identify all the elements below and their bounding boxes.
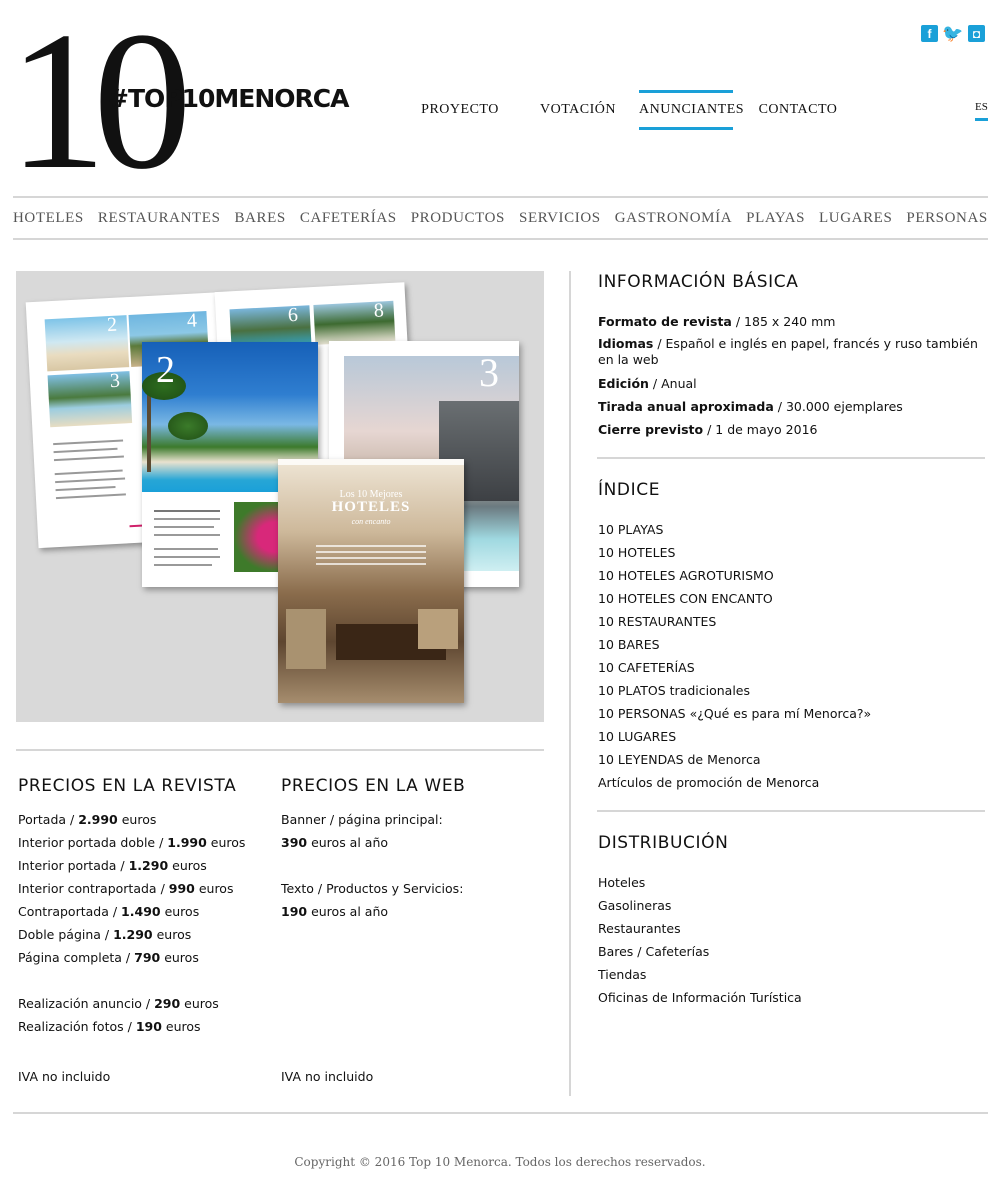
nav-votacion[interactable]: VOTACIÓN: [540, 102, 616, 117]
footer-divider: [13, 1112, 988, 1114]
divider-right-2: [597, 810, 985, 812]
index-item: 10 PLAYAS: [598, 522, 664, 537]
basic-info-list: [598, 310, 983, 441]
distribution-item: Bares / Cafeterías: [598, 944, 710, 959]
index-item: 10 HOTELES: [598, 545, 676, 560]
distribution-item: Tiendas: [598, 967, 647, 982]
index-item: 10 HOTELES AGROTURISMO: [598, 568, 774, 583]
prices-web-note: IVA no incluido: [281, 1069, 374, 1084]
price-row: Realización anuncio / 290 euros: [18, 996, 219, 1011]
language-switch[interactable]: ES: [975, 101, 988, 121]
instagram-icon[interactable]: ◘: [968, 25, 985, 42]
web-banner-label: Banner / página principal:: [281, 812, 443, 827]
category-cafeterias[interactable]: CAFETERÍAS: [299, 209, 397, 226]
category-playas[interactable]: PLAYAS: [746, 209, 806, 226]
price-row: Interior portada / 1.290 euros: [18, 858, 207, 873]
category-lugares[interactable]: LUGARES: [819, 209, 893, 226]
divider-left: [16, 749, 544, 751]
price-row: Doble página / 1.290 euros: [18, 927, 192, 942]
distribution-item: Restaurantes: [598, 921, 681, 936]
info-row-languages: Idiomas / Español e inglés en papel, francés y ruso también en la web: [598, 336, 978, 367]
price-row: Realización fotos / 190 euros: [18, 1019, 201, 1034]
category-nav: [13, 196, 988, 240]
info-row-circulation: Tirada anual aproximada / 30.000 ejemplares: [598, 399, 903, 414]
index-item: 10 LEYENDAS de Menorca: [598, 752, 761, 767]
magazine-preview-image: [16, 271, 544, 722]
facebook-icon[interactable]: f: [921, 25, 938, 42]
category-gastronomia[interactable]: GASTRONOMÍA: [614, 209, 733, 226]
index-title: ÍNDICE: [598, 480, 661, 500]
web-banner-price: 390 euros al año: [281, 835, 389, 850]
distribution-title: DISTRIBUCIÓN: [598, 833, 729, 853]
magazine-page-back-left: 2 4 3: [26, 292, 239, 548]
price-row: Interior contraportada / 990 euros: [18, 881, 234, 896]
logo-tagline: #TOP10MENORCA: [108, 84, 349, 113]
column-divider: [569, 271, 571, 1096]
magazine-page-back-right: 6 8: [215, 282, 418, 542]
index-item: 10 PERSONAS «¿Qué es para mí Menorca?»: [598, 706, 872, 721]
index-item: 10 CAFETERÍAS: [598, 660, 695, 675]
footer-copyright: Copyright © 2016 Top 10 Menorca. Todos los derechos reservados.: [294, 1155, 706, 1169]
category-personas[interactable]: PERSONAS: [906, 209, 988, 226]
social-links: [921, 25, 985, 42]
index-item: Artículos de promoción de Menorca: [598, 775, 820, 790]
nav-proyecto[interactable]: PROYECTO: [421, 102, 499, 117]
prices-magazine-title: PRECIOS EN LA REVISTA: [18, 776, 237, 796]
price-row: Contraportada / 1.490 euros: [18, 904, 200, 919]
category-bares[interactable]: BARES: [234, 209, 286, 226]
magazine-page-middle-right: 3: [329, 341, 519, 587]
nav-contacto[interactable]: CONTACTO: [758, 102, 838, 117]
distribution-list: [598, 871, 802, 1009]
nav-anunciantes[interactable]: ANUNCIANTES: [639, 90, 733, 130]
divider-right-1: [597, 457, 985, 459]
distribution-item: Gasolineras: [598, 898, 672, 913]
distribution-item: Hoteles: [598, 875, 646, 890]
basic-info-title: INFORMACIÓN BÁSICA: [598, 272, 799, 292]
info-row-format: Formato de revista / 185 x 240 mm: [598, 314, 836, 329]
price-row: Página completa / 790 euros: [18, 950, 199, 965]
category-restaurantes[interactable]: RESTAURANTES: [97, 209, 221, 226]
prices-magazine-note: IVA no incluido: [18, 1069, 111, 1084]
category-productos[interactable]: PRODUCTOS: [410, 209, 506, 226]
web-text-label: Texto / Productos y Servicios:: [281, 881, 464, 896]
twitter-icon[interactable]: 🐦: [942, 23, 964, 43]
index-item: 10 PLATOS tradicionales: [598, 683, 750, 698]
magazine-page-middle-left: 2: [142, 342, 318, 587]
info-row-edition: Edición / Anual: [598, 376, 697, 391]
index-item: 10 LUGARES: [598, 729, 677, 744]
prices-web-list: [281, 808, 463, 923]
distribution-item: Oficinas de Información Turística: [598, 990, 802, 1005]
web-text-price: 190 euros al año: [281, 904, 389, 919]
index-item: 10 HOTELES CON ENCANTO: [598, 591, 773, 606]
index-item: 10 BARES: [598, 637, 660, 652]
prices-magazine-list: [18, 808, 245, 1038]
category-hoteles[interactable]: HOTELES: [13, 209, 84, 226]
info-row-deadline: Cierre previsto / 1 de mayo 2016: [598, 422, 818, 437]
category-servicios[interactable]: SERVICIOS: [519, 209, 601, 226]
prices-web-title: PRECIOS EN LA WEB: [281, 776, 466, 796]
price-row: Portada / 2.990 euros: [18, 812, 157, 827]
index-list: [598, 518, 871, 794]
logo-number: 10: [8, 0, 178, 210]
price-row: Interior portada doble / 1.990 euros: [18, 835, 246, 850]
index-item: 10 RESTAURANTES: [598, 614, 717, 629]
main-nav: [405, 90, 839, 130]
magazine-cover-hoteles: Los 10 Mejores HOTELES con encanto: [278, 459, 464, 703]
